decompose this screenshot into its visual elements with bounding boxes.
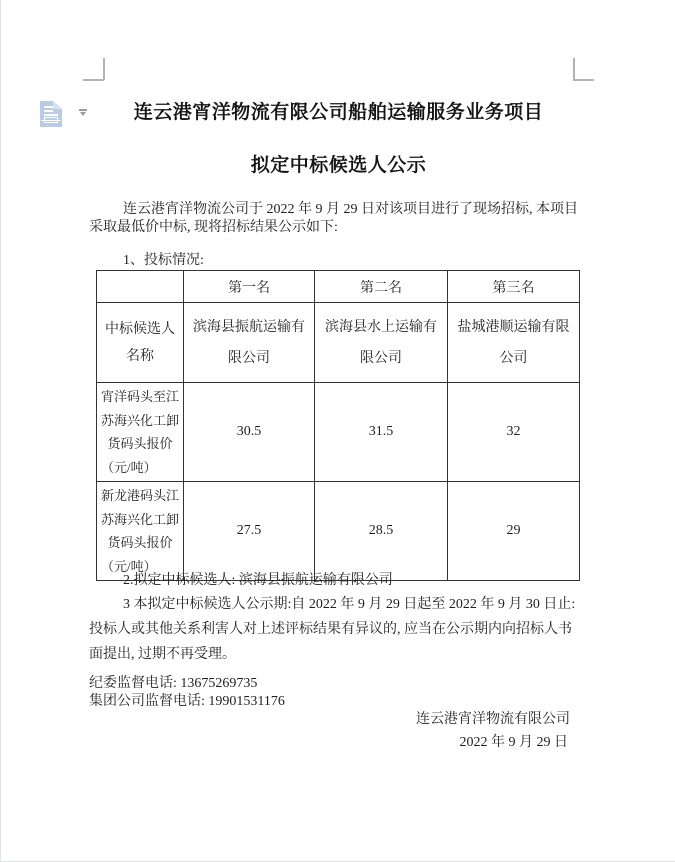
table-header-row	[97, 271, 580, 303]
page-subtitle: 拟定中标候选人公示	[250, 155, 427, 176]
paragraph3-line3: 面提出, 过期不再受理。	[89, 647, 236, 662]
crop-mark-top-right-vertical	[573, 58, 575, 80]
table-price2-row	[97, 482, 580, 581]
bid-table	[96, 270, 580, 581]
price1-value2: 31.5	[315, 383, 448, 482]
header-rank1: 第一名	[184, 271, 315, 303]
candidate-row-label: 中标候选人 名称	[97, 303, 184, 383]
price1-value3: 32	[448, 383, 580, 482]
candidate-2: 滨海县水上运输有限公司	[315, 303, 448, 383]
candidate-3: 盐城港顺运输有限公司	[448, 303, 580, 383]
price2-row-label: 新龙港码头江苏海兴化工卸货码头报价（元/吨）	[97, 482, 184, 581]
paragraph3-line1: 3 本拟定中标候选人公示期:自 2022 年 9 月 29 日起至 2022 年 9 月 30 日止:	[123, 597, 576, 612]
table-candidate-row	[97, 303, 580, 383]
crop-mark-top-right-horizontal	[573, 79, 594, 81]
header-rank2: 第二名	[315, 271, 448, 303]
price2-value2: 28.5	[315, 482, 448, 581]
header-rank3: 第三名	[448, 271, 580, 303]
price2-value1: 27.5	[184, 482, 315, 581]
paragraph1-line2: 采取最低价中标, 现将招标结果公示如下:	[89, 220, 338, 235]
header-empty-cell	[97, 271, 184, 303]
list-item-1: 1、投标情况:	[123, 253, 204, 268]
page-title: 连云港宵洋物流有限公司船舶运输服务业务项目	[133, 102, 544, 123]
group-phone-line: 集团公司监督电话: 19901531176	[89, 694, 285, 709]
candidate-1: 滨海县振航运输有限公司	[184, 303, 315, 383]
price2-value3: 29	[448, 482, 580, 581]
crop-mark-top-left-vertical	[103, 58, 105, 80]
paragraph3-line2: 投标人或其他关系利害人对上述评标结果有异议的, 应当在公示期内向招标人书	[89, 622, 572, 637]
signature-company: 连云港宵洋物流有限公司	[416, 712, 570, 727]
list-item-2: 2.拟定中标候选人: 滨海县振航运输有限公司	[123, 573, 393, 588]
paragraph1-line1: 连云港宵洋物流公司于 2022 年 9 月 29 日对该项目进行了现场招标, 本项目	[123, 202, 578, 217]
discipline-phone-line: 纪委监督电话: 13675269735	[89, 676, 258, 691]
crop-mark-top-left-horizontal	[83, 79, 104, 81]
price1-value1: 30.5	[184, 383, 315, 482]
signature-date: 2022 年 9 月 29 日	[459, 735, 568, 750]
price1-row-label: 宵洋码头至江苏海兴化工卸货码头报价（元/吨）	[97, 383, 184, 482]
table-price1-row	[97, 383, 580, 482]
